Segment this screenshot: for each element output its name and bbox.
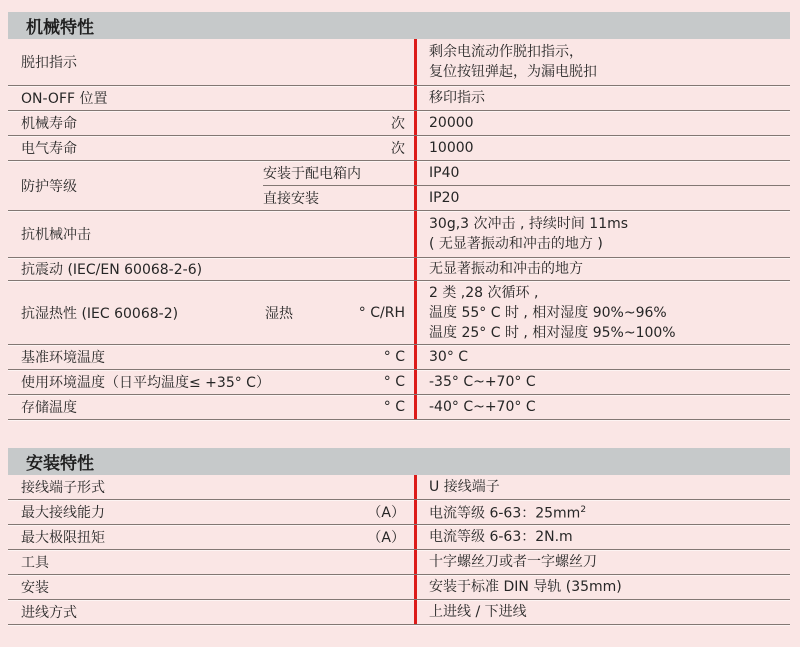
table-row [8,525,790,550]
table-row-protection-rating [8,161,790,211]
row-label: 抗湿热性 (IEC 60068-2) [21,305,179,322]
section-title-installation: 安装特性 [8,448,790,475]
row-unit: ° C [383,349,405,365]
row-value-cell [417,86,790,110]
row-value-cell [417,575,790,599]
row-value-cell [417,500,790,524]
row-label: 脱扣指示 [21,55,77,71]
value-line: 电流等级 6-63：2N.m [429,529,573,545]
row-label-cell [8,39,414,85]
protection-sub-row [263,161,790,186]
row-label-cell [8,600,414,624]
value-line: 2 类 ,28 次循环 , [429,284,539,301]
value-line: 10000 [429,140,474,156]
row-label-cell [8,345,414,369]
row-value-cell [417,136,790,160]
row-label-cell [8,525,414,549]
row-label: 抗机械冲击 [21,227,91,243]
sub-row-condition [263,186,414,210]
row-value-cell [417,370,790,394]
row-label: 电气寿命 [21,141,77,157]
table-row [8,39,790,86]
row-value-cell [417,211,790,257]
row-unit: ° C [383,374,405,390]
row-label: ON-OFF 位置 [21,91,108,107]
section-gap [8,420,790,448]
row-unit: （A） [367,505,405,521]
value-line: 温度 55° C 时 , 相对湿度 90%~96% [429,304,667,321]
value-line: 上进线 / 下进线 [429,604,527,620]
sub-row-condition-label: 安装于配电箱内 [263,165,361,182]
row-value-cell [417,475,790,499]
row-label-cell [8,370,414,394]
sub-row-value [417,161,790,185]
table-row [8,370,790,395]
table-row [8,575,790,600]
row-value-cell [417,525,790,549]
row-label-cell [8,281,414,344]
value-line: IP20 [429,189,460,206]
row-label: 机械寿命 [21,116,77,132]
row-unit: （A） [367,530,405,546]
table-row [8,395,790,420]
table-row [8,500,790,525]
row-label-cell [8,475,414,499]
row-label: 防护等级 [21,178,77,195]
row-label-cell [8,258,414,280]
value-line: 安装于标准 DIN 导轨 (35mm) [429,579,622,595]
protection-sub-rows [263,161,790,210]
table-row [8,550,790,575]
sub-row-condition-label: 直接安装 [263,190,319,207]
table-row [8,258,790,281]
row-value-cell [417,600,790,624]
row-label-cell [8,161,263,210]
table-row [8,86,790,111]
protection-sub-row [263,186,790,210]
row-label: 最大极限扭矩 [21,530,105,546]
row-value-cell [417,111,790,135]
value-line: 十字螺丝刀或者一字螺丝刀 [429,554,597,570]
row-condition: 湿热 [265,305,293,322]
section-mechanical [8,12,790,420]
value-line: 移印指示 [429,90,485,106]
row-label: 抗震动 (IEC/EN 60068-2-6) [21,262,203,278]
value-text: 电流等级 6-63：25mm [429,505,581,522]
row-label-cell [8,211,414,257]
row-label-cell [8,550,414,574]
value-line: -35° C~+70° C [429,374,536,390]
row-label-cell [8,111,414,135]
row-value-cell [417,395,790,419]
row-value-cell [417,39,790,85]
table-row [8,281,790,345]
value-line: 复位按钮弹起，为漏电脱扣 [429,64,597,80]
row-label: 存储温度 [21,400,77,416]
row-label-cell [8,575,414,599]
row-label: 使用环境温度（日平均温度≤ +35° C） [21,375,270,391]
row-unit: ° C [383,399,405,415]
row-unit: ° C/RH [358,304,405,321]
value-superscript: 2 [580,505,587,516]
value-line: U 接线端子 [429,479,500,495]
value-line: -40° C~+70° C [429,399,536,415]
section-installation [8,448,790,625]
row-label-cell [8,500,414,524]
row-unit: 次 [391,141,405,157]
value-line: ( 无显著振动和冲击的地方 ) [429,236,603,252]
value-line [429,500,790,524]
table-row [8,600,790,625]
row-value-cell [417,550,790,574]
sub-row-value [417,186,790,210]
table-row [8,211,790,258]
row-label-cell [8,395,414,419]
row-value-cell [417,281,790,344]
table-row [8,475,790,500]
table-row [8,111,790,136]
section-title-mechanical: 机械特性 [8,12,790,39]
value-line: IP40 [429,164,460,181]
value-line: 30° C [429,349,469,365]
row-unit: 次 [391,116,405,132]
table-row [8,345,790,370]
row-label-cell [8,136,414,160]
value-line: 剩余电流动作脱扣指示， [429,44,583,60]
row-value-cell [417,345,790,369]
row-label: 工具 [21,555,49,571]
table-row [8,136,790,161]
row-value-cell [417,258,790,280]
value-line: 无显著振动和冲击的地方 [429,261,583,277]
row-label: 进线方式 [21,605,77,621]
value-line: 温度 25° C 时 , 相对湿度 95%~100% [429,324,676,341]
row-label: 最大接线能力 [21,505,105,521]
sub-row-condition [263,161,414,185]
value-line: 30g,3 次冲击 , 持续时间 11ms [429,216,629,232]
row-label-cell [8,86,414,110]
value-line: 20000 [429,115,474,131]
row-label: 接线端子形式 [21,480,105,496]
row-label: 安装 [21,580,49,596]
row-label: 基准环境温度 [21,350,105,366]
